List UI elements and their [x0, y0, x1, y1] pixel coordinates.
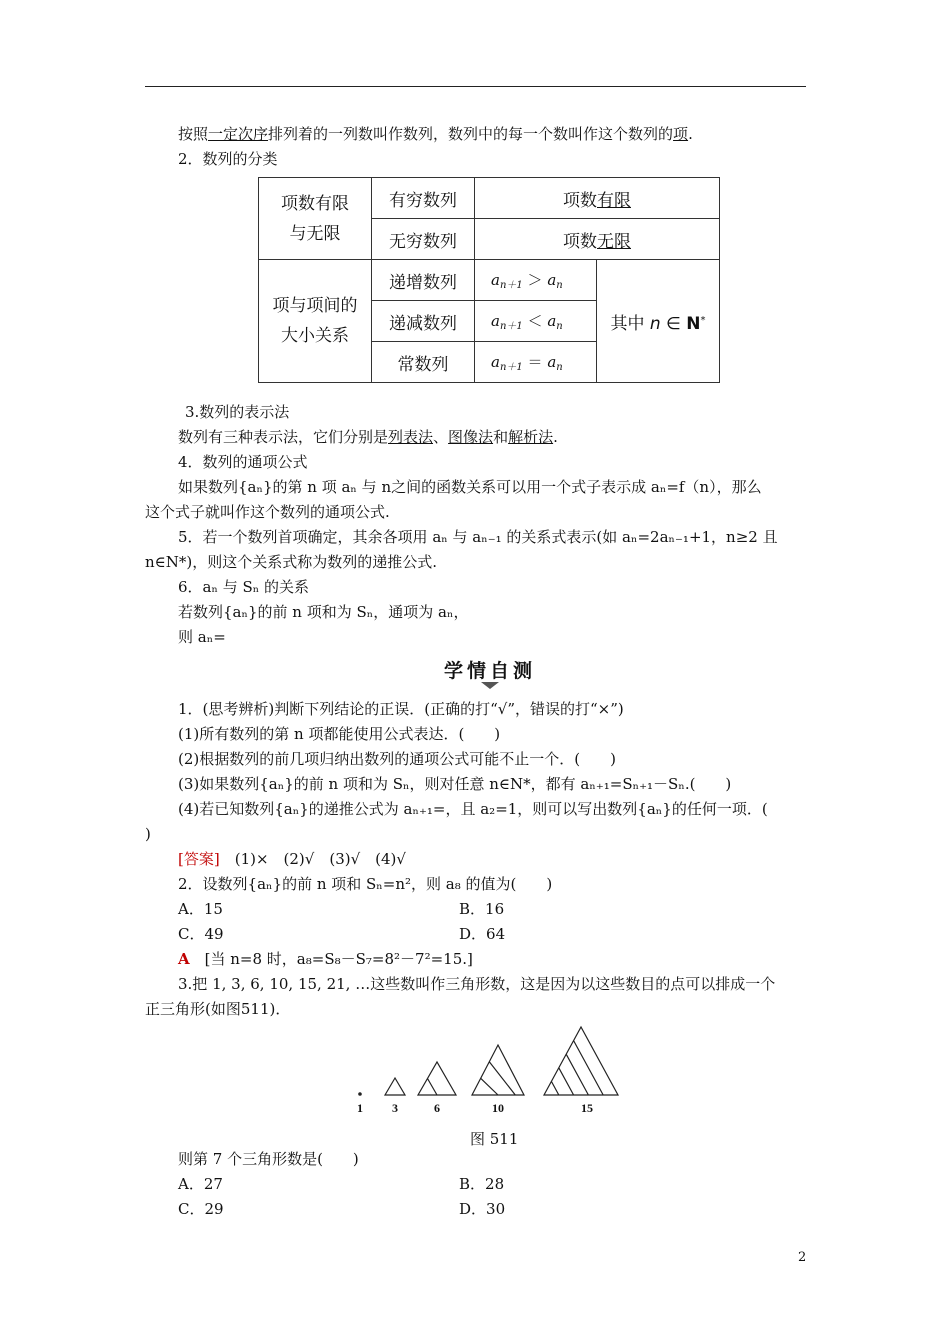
q1-item4-cont: ): [145, 825, 151, 843]
triangle-1: [359, 1093, 361, 1095]
classification-table: [258, 177, 720, 383]
fig-label-1: 1: [357, 1101, 363, 1115]
group-length-cell: 项数有限与无限: [259, 178, 372, 260]
section-6-line2: 则 aₙ=: [178, 628, 226, 646]
section-4-line2: 这个式子就叫作这个数列的通项公式.: [145, 503, 390, 521]
fig-label-10: 10: [492, 1101, 504, 1115]
fig-label-15: 15: [581, 1101, 593, 1115]
infinite-desc: 项数无限: [475, 219, 720, 260]
self-test-heading: 学情自测: [443, 660, 536, 682]
section-6-line1: 若数列{aₙ}的前 n 项和为 Sₙ，通项为 aₙ，: [178, 603, 469, 621]
decreasing-relation: $a_{n+1} < a_n$: [475, 301, 597, 342]
section-5-line1: 5．若一个数列首项确定，其余各项用 aₙ 与 aₙ₋₁ 的关系式表示(如 aₙ=2aₙ₋₁+1，n≥2 且: [178, 528, 778, 546]
page-number: 2: [798, 1250, 807, 1265]
decreasing-name: 递减数列: [372, 301, 475, 342]
q3-option-c: C．29: [178, 1200, 224, 1218]
q3-option-a: A．27: [178, 1175, 223, 1193]
q1-answer: [答案] (1)× (2)√ (3)√ (4)√: [178, 850, 406, 868]
q1-item3: (3)如果数列{aₙ}的前 n 项和为 Sₙ，则对任意 n∈N*，都有 aₙ₊₁=Sₙ₊₁－Sₙ.( ): [178, 775, 732, 793]
group-order-cell: 项与项间的大小关系: [259, 260, 372, 383]
fig-label-3: 3: [392, 1101, 398, 1115]
q3-ask: 则第 7 个三角形数是( ): [178, 1150, 359, 1168]
q2-option-d: D．64: [459, 925, 506, 943]
q1-stem: 1．(思考辨析)判断下列结论的正误．(正确的打“√”，错误的打“×”): [178, 700, 624, 718]
section-5-line2: n∈N*)，则这个关系式称为数列的递推公式.: [145, 553, 438, 571]
q1-item4: (4)若已知数列{aₙ}的递推公式为 aₙ₊₁=，且 a₂=1，则可以写出数列{aₙ}的任何一项．(: [178, 800, 768, 818]
q2-option-b: B．16: [459, 900, 505, 918]
triangle-15: [544, 1027, 618, 1095]
triangle-3: [385, 1078, 405, 1095]
q2-option-a: A．15: [178, 900, 223, 918]
section-3-title: 3.数列的表示法: [185, 403, 290, 421]
q3-line2: 正三角形(如图511)．: [145, 1000, 291, 1018]
heading-arrow-icon: [481, 682, 499, 689]
section-3-body: 数列有三种表示法，它们分别是列表法、图像法和解析法.: [178, 428, 558, 446]
q3-option-d: D．30: [459, 1200, 506, 1218]
section-2-title: 2．数列的分类: [178, 150, 278, 168]
fig-label-6: 6: [434, 1101, 440, 1115]
constant-name: 常数列: [372, 342, 475, 383]
q3-option-b: B．28: [459, 1175, 505, 1193]
finite-name: 有穷数列: [372, 178, 475, 219]
increasing-name: 递增数列: [372, 260, 475, 301]
q2-option-c: C．49: [178, 925, 224, 943]
section-4-line1: 如果数列{aₙ}的第 n 项 aₙ 与 n之间的函数关系可以用一个式子表示成 aₙ=f（n），那么: [178, 478, 762, 496]
triangle-6: [418, 1062, 456, 1095]
section-4-title: 4．数列的通项公式: [178, 453, 308, 471]
q1-item2: (2)根据数列的前几项归纳出数列的通项公式可能不止一个．( ): [178, 750, 616, 768]
q3-line1: 3.把 1, 3, 6, 10, 15, 21, …这些数叫作三角形数，这是因为以这些数目的点可以排成一个: [178, 975, 776, 993]
increasing-relation: $a_{n+1} > a_n$: [475, 260, 597, 301]
constant-relation: $a_{n+1} = a_n$: [475, 342, 597, 383]
triangular-numbers-figure: [355, 1020, 635, 1120]
definition-paragraph: 按照一定次序排列着的一列数叫作数列，数列中的每一个数叫作这个数列的项.: [178, 125, 693, 143]
finite-desc: 项数有限: [475, 178, 720, 219]
q1-item1: (1)所有数列的第 n 项都能使用公式表达．( ): [178, 725, 501, 743]
q2-stem: 2．设数列{aₙ}的前 n 项和 Sₙ=n²，则 a₈ 的值为( ): [178, 875, 553, 893]
header-rule: [145, 86, 806, 87]
section-6-title: 6．aₙ 与 Sₙ 的关系: [178, 578, 310, 596]
note-cell: 其中 n ∈ N*: [597, 260, 720, 383]
q2-answer: A [当 n=8 时，a₈=S₈－S₇=8²－7²=15.]: [178, 950, 473, 968]
triangle-10: [472, 1045, 524, 1095]
figure-caption: 图 511: [470, 1130, 519, 1148]
infinite-name: 无穷数列: [372, 219, 475, 260]
